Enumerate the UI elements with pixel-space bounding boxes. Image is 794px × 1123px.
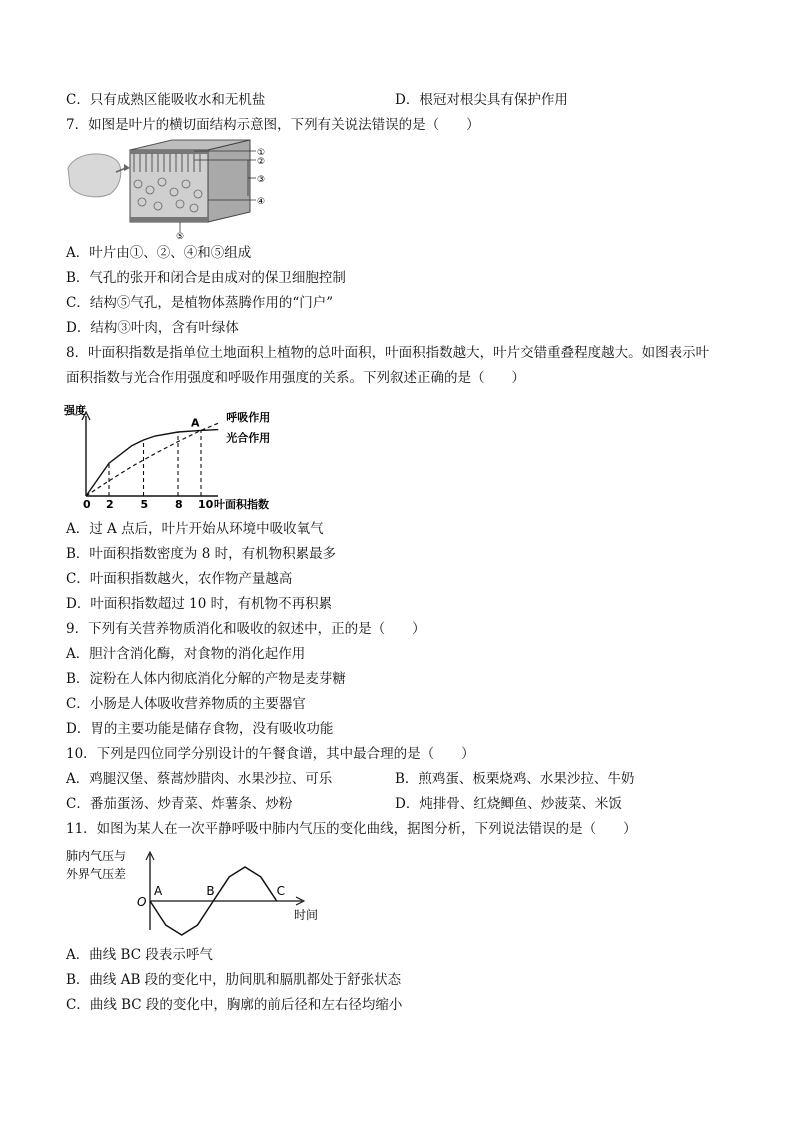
label-4: ④ bbox=[257, 197, 266, 207]
chart1-x-tick-0: 0 bbox=[83, 498, 91, 510]
chart1-legend-respiration: 呼吸作用 bbox=[226, 411, 271, 425]
label-3: ③ bbox=[257, 175, 266, 185]
chart2-point-c-label: C bbox=[276, 884, 286, 898]
chart1-xlabel: 叶面积指数 bbox=[214, 498, 269, 510]
q10-option-a: A．鸡腿汉堡、蔡蒿炒腊肉、水果沙拉、可乐 bbox=[66, 771, 333, 787]
q9-option-c: C．小肠是人体吸收营养物质的主要器官 bbox=[66, 696, 306, 712]
chart1-series-respiration bbox=[86, 423, 218, 496]
chart1-x-ticks bbox=[83, 498, 214, 510]
lower-epidermis bbox=[130, 217, 208, 222]
q11-option-c: C．曲线 BC 段的变化中，胸廓的前后径和左右径均缩小 bbox=[66, 997, 403, 1013]
q8-stem-line2: 面积指数与光合作用强度和呼吸作用强度的关系。下列叙述正确的是（ ） bbox=[66, 370, 525, 386]
chart2-ylabel-2: 外界气压差 bbox=[66, 867, 127, 881]
q6-option-c: C．只有成熟区能吸收水和无机盐 bbox=[66, 92, 266, 108]
chart1-x-tick-10: 10 bbox=[198, 498, 214, 510]
label-5: ⑤ bbox=[176, 232, 185, 240]
q10-option-d: D．炖排骨、红烧鲫鱼、炒菠菜、米饭 bbox=[395, 796, 622, 812]
q8-option-b: B．叶面积指数密度为 8 时，有机物积累最多 bbox=[66, 546, 337, 562]
leaf-area-index-chart bbox=[62, 402, 302, 510]
leaf-block-side bbox=[208, 140, 250, 222]
chart1-legend-photosynthesis: 光合作用 bbox=[226, 431, 271, 445]
q11-stem: 11．如图为某人在一次平静呼吸中肺内气压的变化曲线，据图分析，下列说法错误的是（ ） bbox=[66, 821, 637, 837]
q8-option-c: C．叶面积指数越火，农作物产量越高 bbox=[66, 571, 293, 587]
q8-stem-line1: 8．叶面积指数是指单位土地面积上植物的总叶面积，叶面积指数越大，叶片交错重叠程度越大。如图表示叶 bbox=[66, 345, 710, 361]
q11-option-b: B．曲线 AB 段的变化中，肋间肌和膈肌都处于舒张状态 bbox=[66, 972, 402, 988]
leaf-sketch bbox=[68, 154, 121, 197]
chart2-point-a-label: A bbox=[154, 884, 163, 898]
q7-option-a: A．叶片由①、②、④和⑤组成 bbox=[66, 245, 252, 261]
q11-option-a: A．曲线 BC 段表示呼气 bbox=[66, 947, 213, 963]
q10-stem: 10．下列是四位同学分别设计的午餐食谱，其中最合理的是（ ） bbox=[66, 746, 475, 762]
q10-option-c: C．番茄蛋汤、炒青菜、炸薯条、炒粉 bbox=[66, 796, 293, 812]
q7-option-b: B．气孔的张开和闭合是由成对的保卫细胞控制 bbox=[66, 270, 346, 286]
chart1-x-tick-2: 2 bbox=[106, 498, 114, 510]
q9-option-b: B．淀粉在人体内彻底消化分解的产物是麦芽糖 bbox=[66, 671, 346, 687]
q8-option-d: D．叶面积指数超过 10 时，有机物不再积累 bbox=[66, 596, 333, 612]
q9-option-d: D．胃的主要功能是储存食物，没有吸收功能 bbox=[66, 721, 334, 737]
arrow-head-icon bbox=[124, 164, 130, 171]
q8-option-a: A．过 A 点后，叶片开始从环境中吸收氧气 bbox=[66, 521, 324, 537]
chart1-ylabel-1: 强度 bbox=[64, 404, 86, 417]
label-1: ① bbox=[257, 148, 266, 158]
lung-pressure-chart bbox=[62, 846, 332, 938]
chart1-x-tick-5: 5 bbox=[140, 498, 149, 510]
q9-option-a: A．胆汁含消化酶，对食物的消化起作用 bbox=[66, 646, 306, 662]
q9-stem: 9．下列有关营养物质消化和吸收的叙述中，正的是（ ） bbox=[66, 621, 426, 637]
chart2-xlabel: 时间 bbox=[294, 908, 319, 922]
leaf-cross-section-figure bbox=[62, 138, 272, 240]
chart1-point-a-label: A bbox=[191, 416, 200, 430]
q6-option-d: D．根冠对根尖具有保护作用 bbox=[395, 92, 568, 108]
q7-option-d: D．结构③叶肉，含有叶绿体 bbox=[66, 320, 239, 336]
q7-stem: 7．如图是叶片的横切面结构示意图，下列有关说法错误的是（ ） bbox=[66, 117, 480, 133]
q10-option-b: B．煎鸡蛋、板栗烧鸡、水果沙拉、牛奶 bbox=[395, 771, 635, 787]
chart2-point-b-label: B bbox=[206, 884, 215, 898]
chart2-origin-label: O bbox=[137, 895, 147, 909]
chart1-x-tick-8: 8 bbox=[175, 498, 183, 510]
chart1-series-photosynthesis bbox=[86, 430, 218, 496]
chart2-ylabel-1: 肺内气压与 bbox=[66, 849, 127, 863]
label-2: ② bbox=[257, 157, 266, 167]
chart1-dashed-guides bbox=[109, 430, 201, 496]
q7-option-c: C．结构⑤气孔，是植物体蒸腾作用的“门户” bbox=[66, 295, 334, 311]
